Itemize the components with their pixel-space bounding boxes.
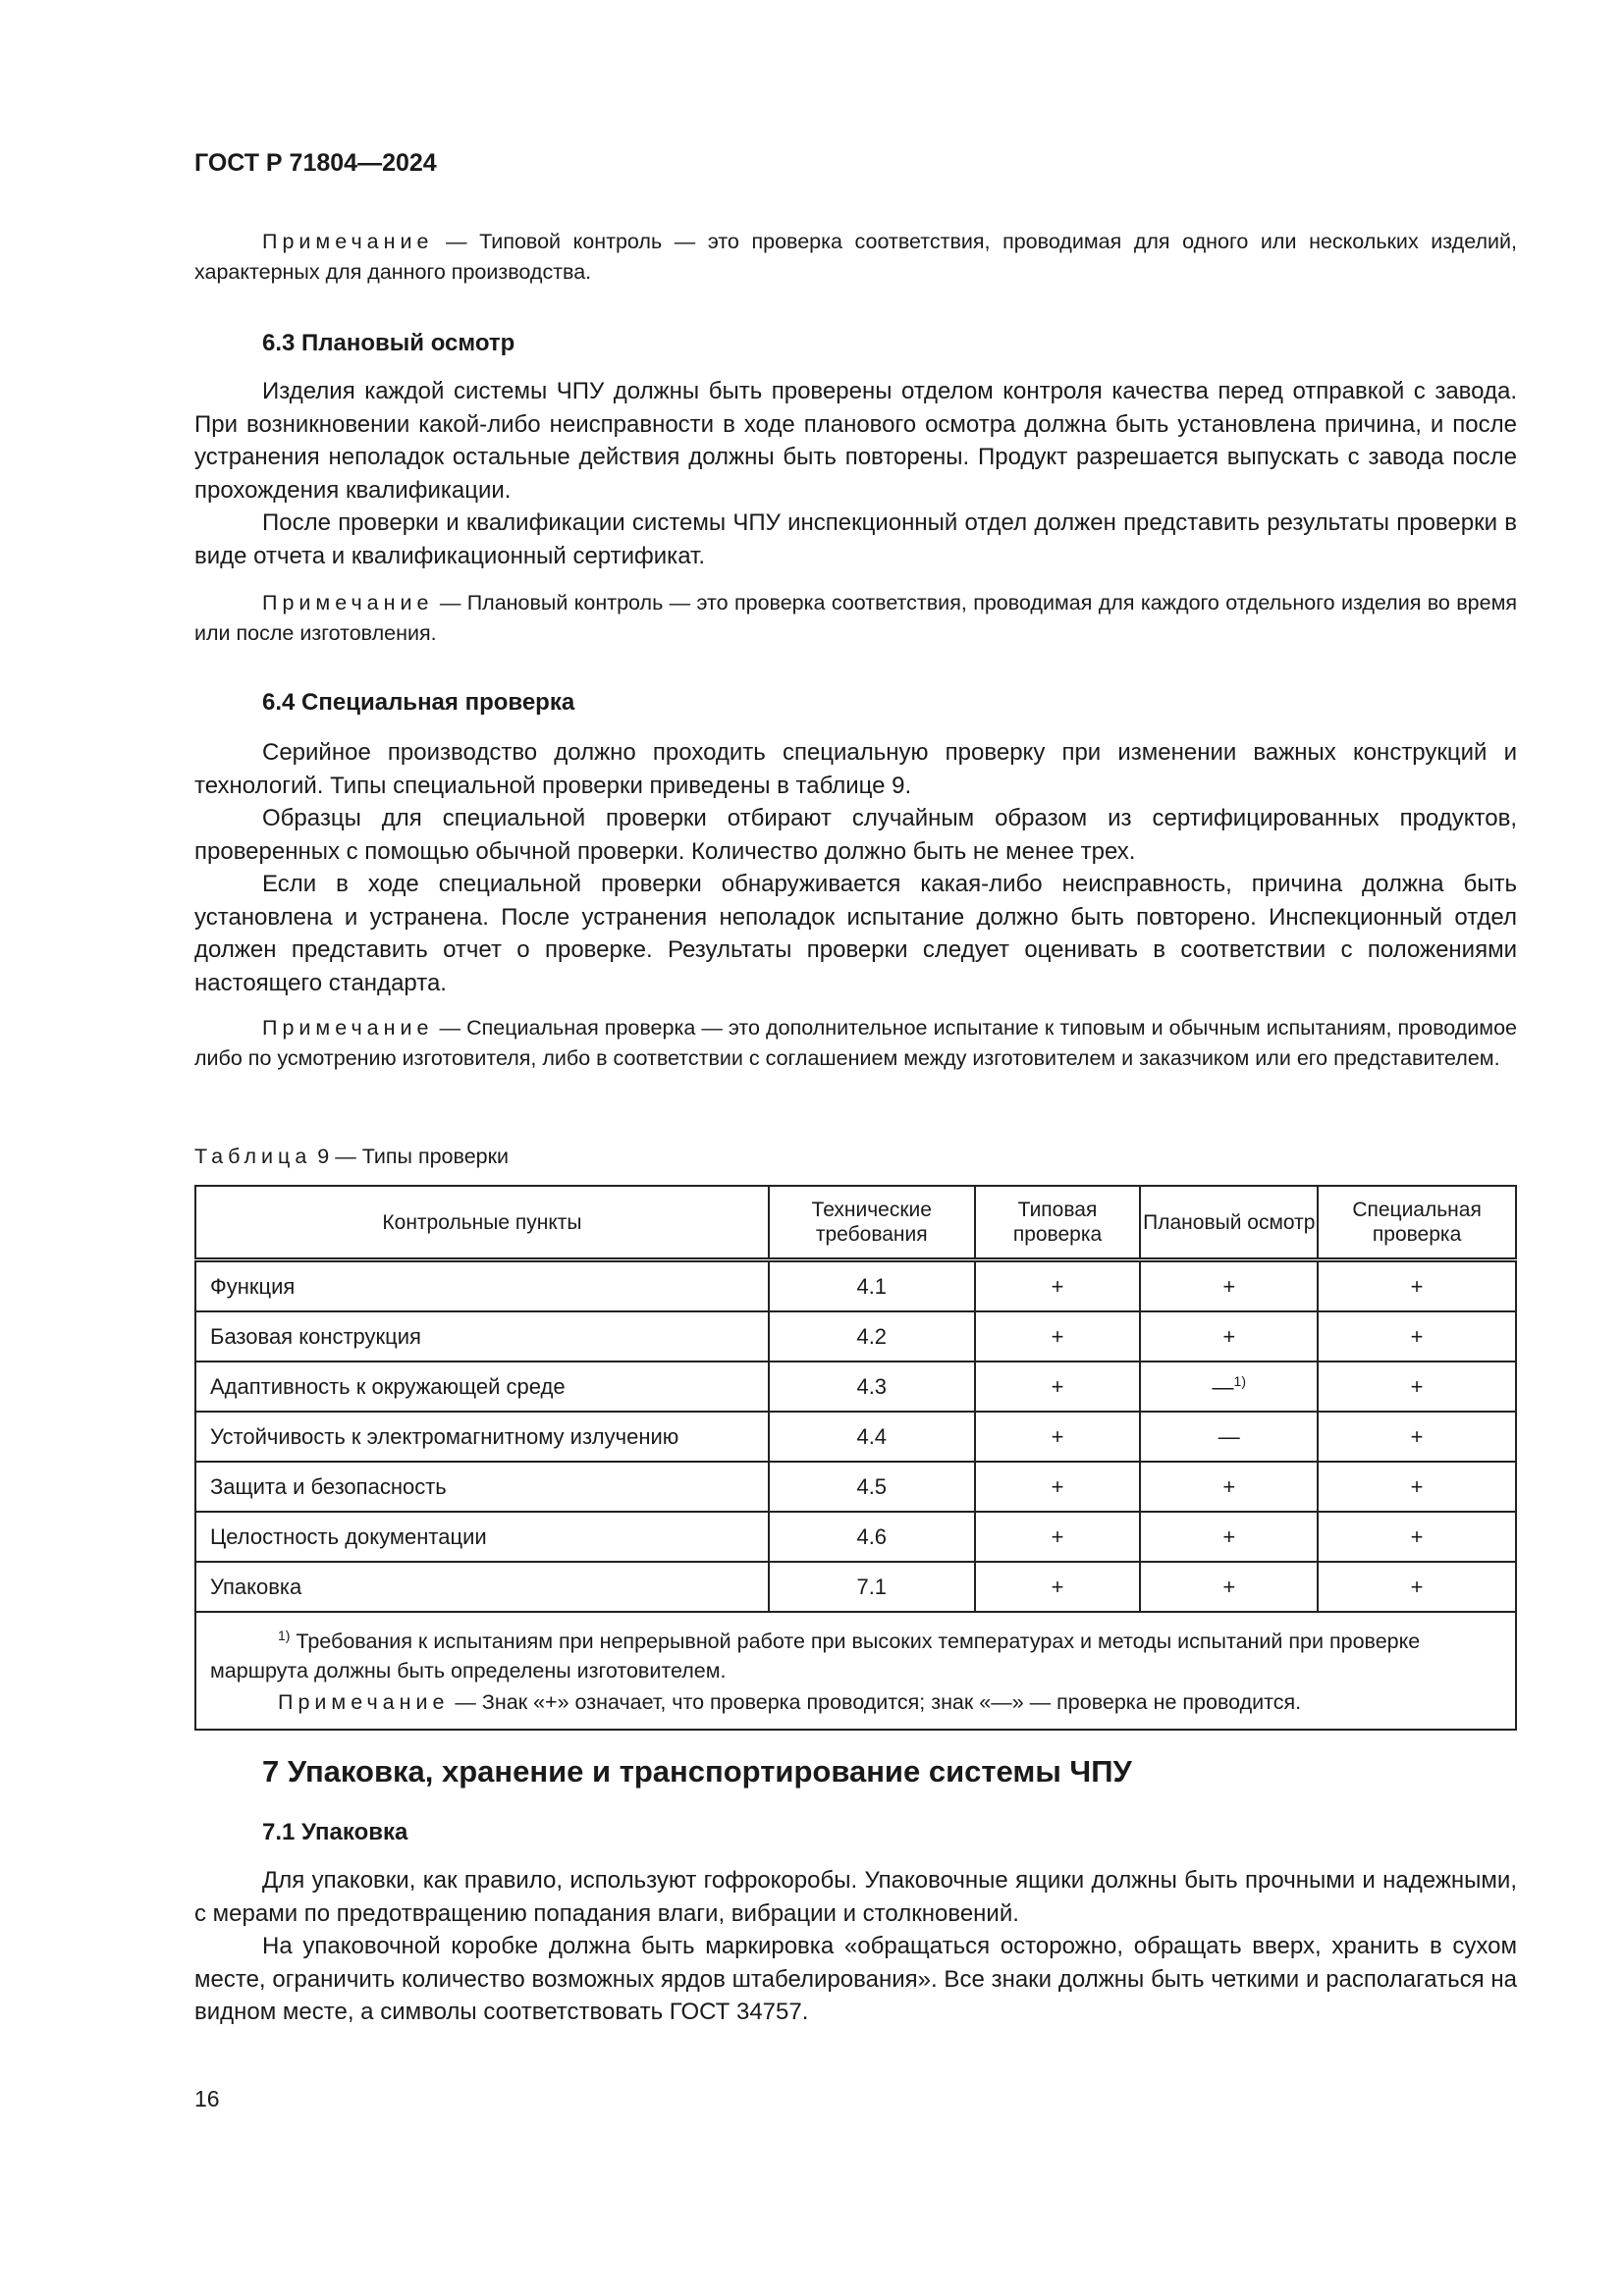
table-cell: 4.5: [769, 1462, 975, 1512]
note-special: Примечание — Специальная проверка — это дополнительное испытание к типовым и обычным испытаниям, проводимое либо по усмотрению изготовителя, либо в соответствии с соглашением между изготовителем и заказчиком или его представителем.: [194, 1016, 1517, 1070]
table-cell: +: [975, 1362, 1141, 1412]
table-cell: +: [1318, 1412, 1516, 1462]
table-row: [195, 1311, 1516, 1362]
section-6-3-title: 6.3 Плановый осмотр: [262, 330, 515, 356]
paragraph: На упаковочной коробке должна быть маркировка «обращаться осторожно, обращать вверх, хранить в сухом месте, ограничить количество возможных ярдов штабелирования». Все знаки должны быть четкими и располагаться на видном месте, а символы соответствовать ГОСТ 34757.: [194, 1933, 1517, 2025]
section-6-4-body: [194, 736, 1517, 999]
table-cell: +: [975, 1562, 1141, 1612]
table-cell: 4.2: [769, 1311, 975, 1362]
note-typical: Примечание — Типовой контроль — это проверка соответствия, проводимая для одного или нескольких изделий, характерных для данного производства.: [194, 230, 1517, 284]
table-cell: Базовая конструкция: [195, 1311, 769, 1362]
table-cell: Упаковка: [195, 1562, 769, 1612]
table-cell: +: [1318, 1362, 1516, 1412]
section-7-1-title: 7.1 Упаковка: [262, 1819, 408, 1845]
column-header: Контрольные пункты: [195, 1186, 769, 1260]
page-number: 16: [194, 2086, 220, 2111]
table-cell: 4.1: [769, 1260, 975, 1312]
column-header: Типовая проверка: [975, 1186, 1141, 1260]
note-label: Примечание: [262, 591, 434, 614]
column-header: Плановый осмотр: [1140, 1186, 1318, 1260]
note-label: Примечание: [262, 1016, 434, 1040]
table-row: [195, 1462, 1516, 1512]
table-cell: +: [975, 1311, 1141, 1362]
table-cell: +: [1140, 1311, 1318, 1362]
footnote: $^{1)}$ Требования к испытаниям при непрерывной работе при высоких температурах и методы испытаний при проверке маршрута должны быть определены изготовителем.: [210, 1628, 1421, 1683]
table-cell: +: [1318, 1260, 1516, 1312]
note-planned: Примечание — Плановый контроль — это проверка соответствия, проводимая для каждого отдельного изделия во время или после изготовления.: [194, 591, 1517, 645]
column-header: Технические требования: [769, 1186, 975, 1260]
column-header: Специальная проверка: [1318, 1186, 1516, 1260]
table-cell: +: [975, 1462, 1141, 1512]
paragraph: Для упаковки, как правило, используют гофрокоробы. Упаковочные ящики должны быть прочными и надежными, с мерами по предотвращению попадания влаги, вибрации и столкновений.: [194, 1867, 1517, 1927]
table-cell: Целостность документации: [195, 1512, 769, 1562]
inspection-types-table: [194, 1185, 1517, 1731]
paragraph: Образцы для специальной проверки отбирают случайным образом из сертифицированных продуктов, проверенных с помощью обычной проверки. Количество должно быть не менее трех.: [194, 805, 1517, 865]
table-row: [195, 1412, 1516, 1462]
table-caption: Таблица 9 — Типы проверки: [194, 1145, 510, 1168]
table-cell: +: [975, 1412, 1141, 1462]
table-row: [195, 1512, 1516, 1562]
table-cell: +: [1140, 1512, 1318, 1562]
table-cell: —$^{1)}$: [1140, 1362, 1318, 1412]
paragraph: Серийное производство должно проходить специальную проверку при изменении важных конструкций и технологий. Типы специальной проверки приведены в таблице 9.: [194, 739, 1517, 799]
table-cell: +: [1318, 1462, 1516, 1512]
table-note: Примечание — Знак «+» означает, что проверка проводится; знак «—» — проверка не проводится.: [278, 1690, 1302, 1715]
footnote-ref: 1): [1233, 1372, 1246, 1389]
table-cell: 4.4: [769, 1412, 975, 1462]
section-6-4-title: 6.4 Специальная проверка: [262, 689, 575, 716]
table-cell: +: [1318, 1512, 1516, 1562]
table-cell: +: [975, 1260, 1141, 1312]
table-cell: +: [975, 1512, 1141, 1562]
table-cell: +: [1140, 1562, 1318, 1612]
table-cell: +: [1318, 1311, 1516, 1362]
table-cell: 4.3: [769, 1362, 975, 1412]
table-cell: +: [1318, 1562, 1516, 1612]
table-footer: [195, 1612, 1516, 1730]
table-cell: 4.6: [769, 1512, 975, 1562]
table-row: [195, 1362, 1516, 1412]
table-cell: Защита и безопасность: [195, 1462, 769, 1512]
table-row: [195, 1562, 1516, 1612]
table-cell: +: [1140, 1260, 1318, 1312]
table-cell: —: [1140, 1412, 1318, 1462]
paragraph: Если в ходе специальной проверки обнаруживается какая-либо неисправность, причина должна быть установлена и устранена. После устранения неполадок испытание должно быть повторено. Инспекционный отдел должен представить отчет о проверке. Результаты проверки следует оценивать в соответствии с положениями настоящего стандарта.: [194, 871, 1517, 996]
table-cell: Адаптивность к окружающей среде: [195, 1362, 769, 1412]
table-cell: +: [1140, 1462, 1318, 1512]
table-cell: Устойчивость к электромагнитному излучению: [195, 1412, 769, 1462]
table-cell: Функция: [195, 1260, 769, 1312]
paragraph: Изделия каждой системы ЧПУ должны быть проверены отделом контроля качества перед отправкой с завода. При возникновении какой-либо неисправности в ходе планового осмотра должна быть установлена причина, и после устранения неполадок остальные действия должны быть повторены. Продукт разрешается выпускать с завода после прохождения квалификации.: [194, 378, 1517, 504]
table-row: [195, 1260, 1516, 1312]
section-7-title: 7 Упаковка, хранение и транспортирование системы ЧПУ: [262, 1754, 1132, 1789]
paragraph: После проверки и квалификации системы ЧПУ инспекционный отдел должен представить результаты проверки в виде отчета и квалификационный сертификат.: [194, 509, 1517, 569]
section-7-1-body: [194, 1864, 1517, 2029]
section-6-3-body: [194, 375, 1517, 572]
document-header: ГОСТ Р 71804—2024: [194, 149, 437, 177]
note-label: Примечание: [262, 230, 434, 253]
table-cell: 7.1: [769, 1562, 975, 1612]
